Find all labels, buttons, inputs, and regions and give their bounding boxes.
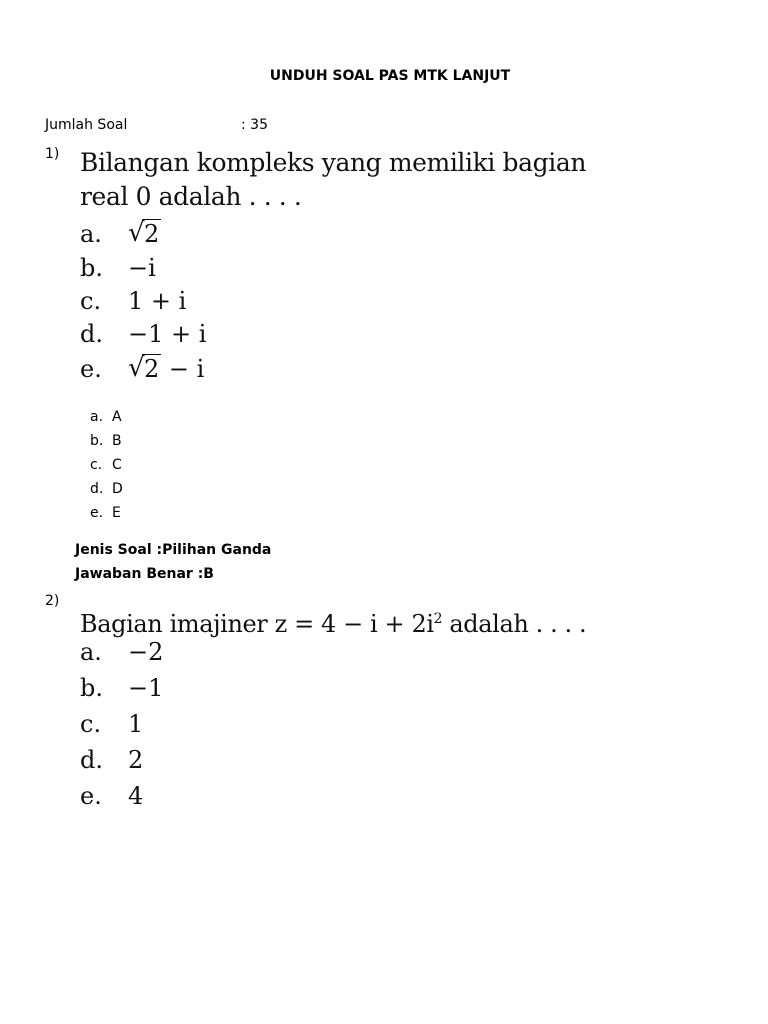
expression-suffix: − i	[161, 355, 205, 383]
question-1-option-e	[80, 355, 586, 389]
question-1-option-b	[80, 254, 586, 287]
option-expression: 4	[128, 782, 144, 810]
answer-choice-d	[90, 479, 123, 503]
choice-value: B	[112, 433, 122, 449]
option-expression: −1 + i	[128, 320, 207, 348]
choice-value: A	[112, 409, 122, 425]
option-expression: 1	[128, 710, 144, 738]
radicand: 2	[144, 220, 160, 248]
correct-answer: Jawaban Benar :B	[75, 566, 214, 582]
question-1-stem-line2: real 0 adalah . . . .	[80, 182, 302, 211]
option-expression: −i	[128, 254, 156, 282]
option-expression: 2	[128, 746, 144, 774]
question-2-stem	[80, 602, 586, 638]
choice-letter: e.	[90, 505, 104, 521]
option-letter: a.	[80, 638, 102, 666]
question-2-image	[80, 602, 586, 818]
option-expression: 1 + i	[128, 287, 187, 315]
question-1-option-c	[80, 287, 586, 320]
question-count	[45, 117, 268, 133]
question-2-option-b	[80, 674, 586, 710]
question-2-number: 2)	[45, 593, 60, 609]
question-2-option-a	[80, 638, 586, 674]
option-letter: e.	[80, 355, 102, 383]
option-letter: e.	[80, 782, 102, 810]
answer-choice-e	[90, 503, 123, 527]
answer-choice-c	[90, 455, 123, 479]
choice-value: C	[112, 457, 122, 473]
question-2-option-e	[80, 782, 586, 818]
question-1-stem-line1: Bilangan kompleks yang memiliki bagian	[80, 148, 587, 177]
question-2-option-c	[80, 710, 586, 746]
question-type: Jenis Soal :Pilihan Ganda	[75, 542, 272, 558]
choice-value: E	[112, 505, 121, 521]
choice-letter: c.	[90, 457, 103, 473]
sqrt-expression	[128, 355, 204, 383]
choice-letter: a.	[90, 409, 104, 425]
question-1-option-d	[80, 320, 586, 355]
choice-letter: d.	[90, 481, 104, 497]
question-1-number: 1)	[45, 146, 60, 162]
option-letter: b.	[80, 254, 103, 282]
sqrt-icon: √	[128, 218, 145, 248]
option-letter: d.	[80, 320, 103, 348]
option-letter: b.	[80, 674, 103, 702]
sqrt-expression	[128, 220, 161, 248]
option-expression: −1	[128, 674, 164, 702]
question-count-value: : 35	[241, 117, 268, 133]
question-count-label: Jumlah Soal	[45, 117, 128, 133]
choice-value: D	[112, 481, 123, 497]
option-expression: −2	[128, 638, 164, 666]
question-1-option-a	[80, 220, 586, 254]
option-letter: c.	[80, 287, 102, 315]
option-letter: d.	[80, 746, 103, 774]
option-letter: a.	[80, 220, 102, 248]
choice-letter: b.	[90, 433, 104, 449]
document-title: UNDUH SOAL PAS MTK LANJUT	[269, 68, 511, 84]
option-letter: c.	[80, 710, 102, 738]
question-2-stem-text: Bagian imajiner z = 4 − i + 2i	[80, 610, 434, 638]
answer-choices-list	[90, 407, 123, 527]
sqrt-icon: √	[128, 353, 145, 383]
question-2-option-d	[80, 746, 586, 782]
answer-choice-a	[90, 407, 123, 431]
answer-choice-b	[90, 431, 123, 455]
exponent: 2	[433, 611, 443, 627]
question-2-stem-tail: adalah . . . .	[442, 610, 587, 638]
radicand: 2	[144, 355, 160, 383]
question-1-image	[80, 146, 586, 389]
